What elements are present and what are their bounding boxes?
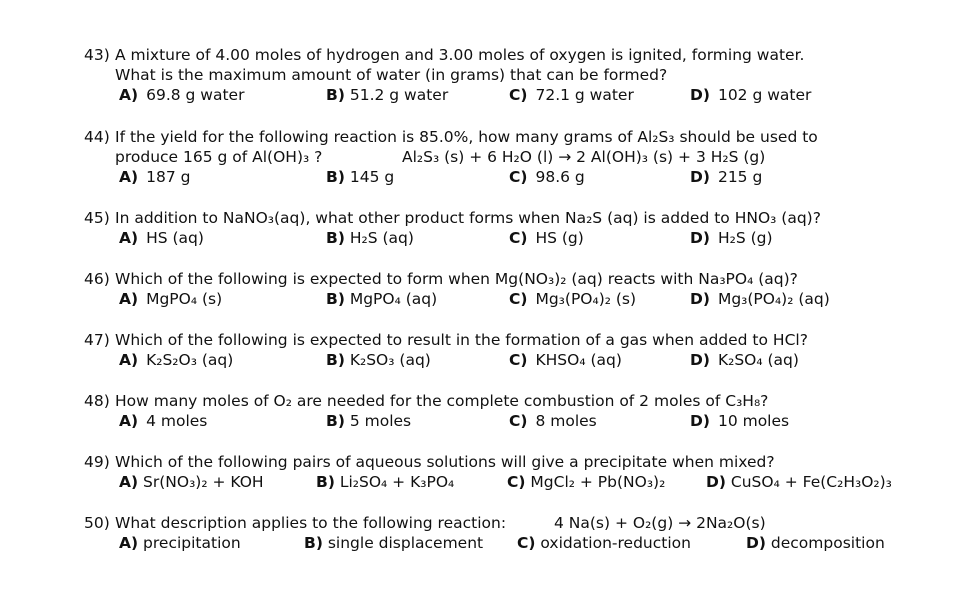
option-a: A) 4 moles <box>119 412 208 430</box>
question-number: 43) <box>84 46 110 64</box>
question-number: 48) <box>84 392 110 410</box>
question-stem-continued: produce 165 g of Al(OH)₃ ? <box>115 148 323 166</box>
option-c: C) oxidation-reduction <box>517 534 691 552</box>
option-d: D) 102 g water <box>690 86 812 104</box>
question-stem: Which of the following pairs of aqueous solutions will give a precipitate when mixed? <box>115 453 775 471</box>
question-number: 50) <box>84 514 110 532</box>
question-stem: If the yield for the following reaction is 85.0%, how many grams of Al₂S₃ should be used to <box>115 128 818 146</box>
option-a: A) MgPO₄ (s) <box>119 290 223 308</box>
option-d: D) 10 moles <box>690 412 790 430</box>
question-number: 44) <box>84 128 110 146</box>
option-b: B) H₂S (aq) <box>326 229 414 247</box>
option-b: B) K₂SO₃ (aq) <box>326 351 431 369</box>
option-c: C) 72.1 g water <box>509 86 634 104</box>
question-stem: In addition to NaNO₃(aq), what other product forms when Na₂S (aq) is added to HNO₃ (aq)? <box>115 209 821 227</box>
option-d: D) H₂S (g) <box>690 229 773 247</box>
question-stem: What description applies to the following reaction: <box>115 514 507 532</box>
question-stem: A mixture of 4.00 moles of hydrogen and 3.00 moles of oxygen is ignited, forming water. <box>115 46 805 64</box>
option-d: D) Mg₃(PO₄)₂ (aq) <box>690 290 830 308</box>
option-c: C) HS (g) <box>509 229 584 247</box>
option-b: B) 51.2 g water <box>326 86 449 104</box>
option-a: A) 69.8 g water <box>119 86 245 104</box>
question-number: 45) <box>84 209 110 227</box>
option-a: A) precipitation <box>119 534 241 552</box>
reaction-equation: 4 Na(s) + O₂(g) → 2Na₂O(s) <box>554 514 766 532</box>
option-d: D) decomposition <box>746 534 885 552</box>
question-number: 47) <box>84 331 110 349</box>
option-c: C) 8 moles <box>509 412 597 430</box>
option-d: D) 215 g <box>690 168 763 186</box>
question-number: 46) <box>84 270 110 288</box>
option-a: A) Sr(NO₃)₂ + KOH <box>119 473 264 491</box>
option-b: B) 145 g <box>326 168 395 186</box>
option-c: C) Mg₃(PO₄)₂ (s) <box>509 290 637 308</box>
option-a: A) HS (aq) <box>119 229 204 247</box>
option-a: A) 187 g <box>119 168 191 186</box>
question-stem-continued: What is the maximum amount of water (in grams) that can be formed? <box>115 66 668 84</box>
option-d: D) K₂SO₄ (aq) <box>690 351 799 369</box>
option-d: D) CuSO₄ + Fe(C₂H₃O₂)₃ <box>706 473 892 491</box>
question-number: 49) <box>84 453 110 471</box>
option-a: A) K₂S₂O₃ (aq) <box>119 351 234 369</box>
option-c: C) 98.6 g <box>509 168 585 186</box>
option-b: B) MgPO₄ (aq) <box>326 290 438 308</box>
option-c: C) KHSO₄ (aq) <box>509 351 622 369</box>
question-stem: How many moles of O₂ are needed for the complete combustion of 2 moles of C₃H₈? <box>115 392 769 410</box>
question-stem: Which of the following is expected to form when Mg(NO₃)₂ (aq) reacts with Na₃PO₄ (aq)? <box>115 270 798 288</box>
reaction-equation: Al₂S₃ (s) + 6 H₂O (l) → 2 Al(OH)₃ (s) + 3 H₂S (g) <box>402 148 766 166</box>
option-c: C) MgCl₂ + Pb(NO₃)₂ <box>507 473 666 491</box>
question-stem: Which of the following is expected to result in the formation of a gas when added to HCl? <box>115 331 808 349</box>
option-b: B) 5 moles <box>326 412 412 430</box>
option-b: B) Li₂SO₄ + K₃PO₄ <box>316 473 455 491</box>
option-b: B) single displacement <box>304 534 484 552</box>
